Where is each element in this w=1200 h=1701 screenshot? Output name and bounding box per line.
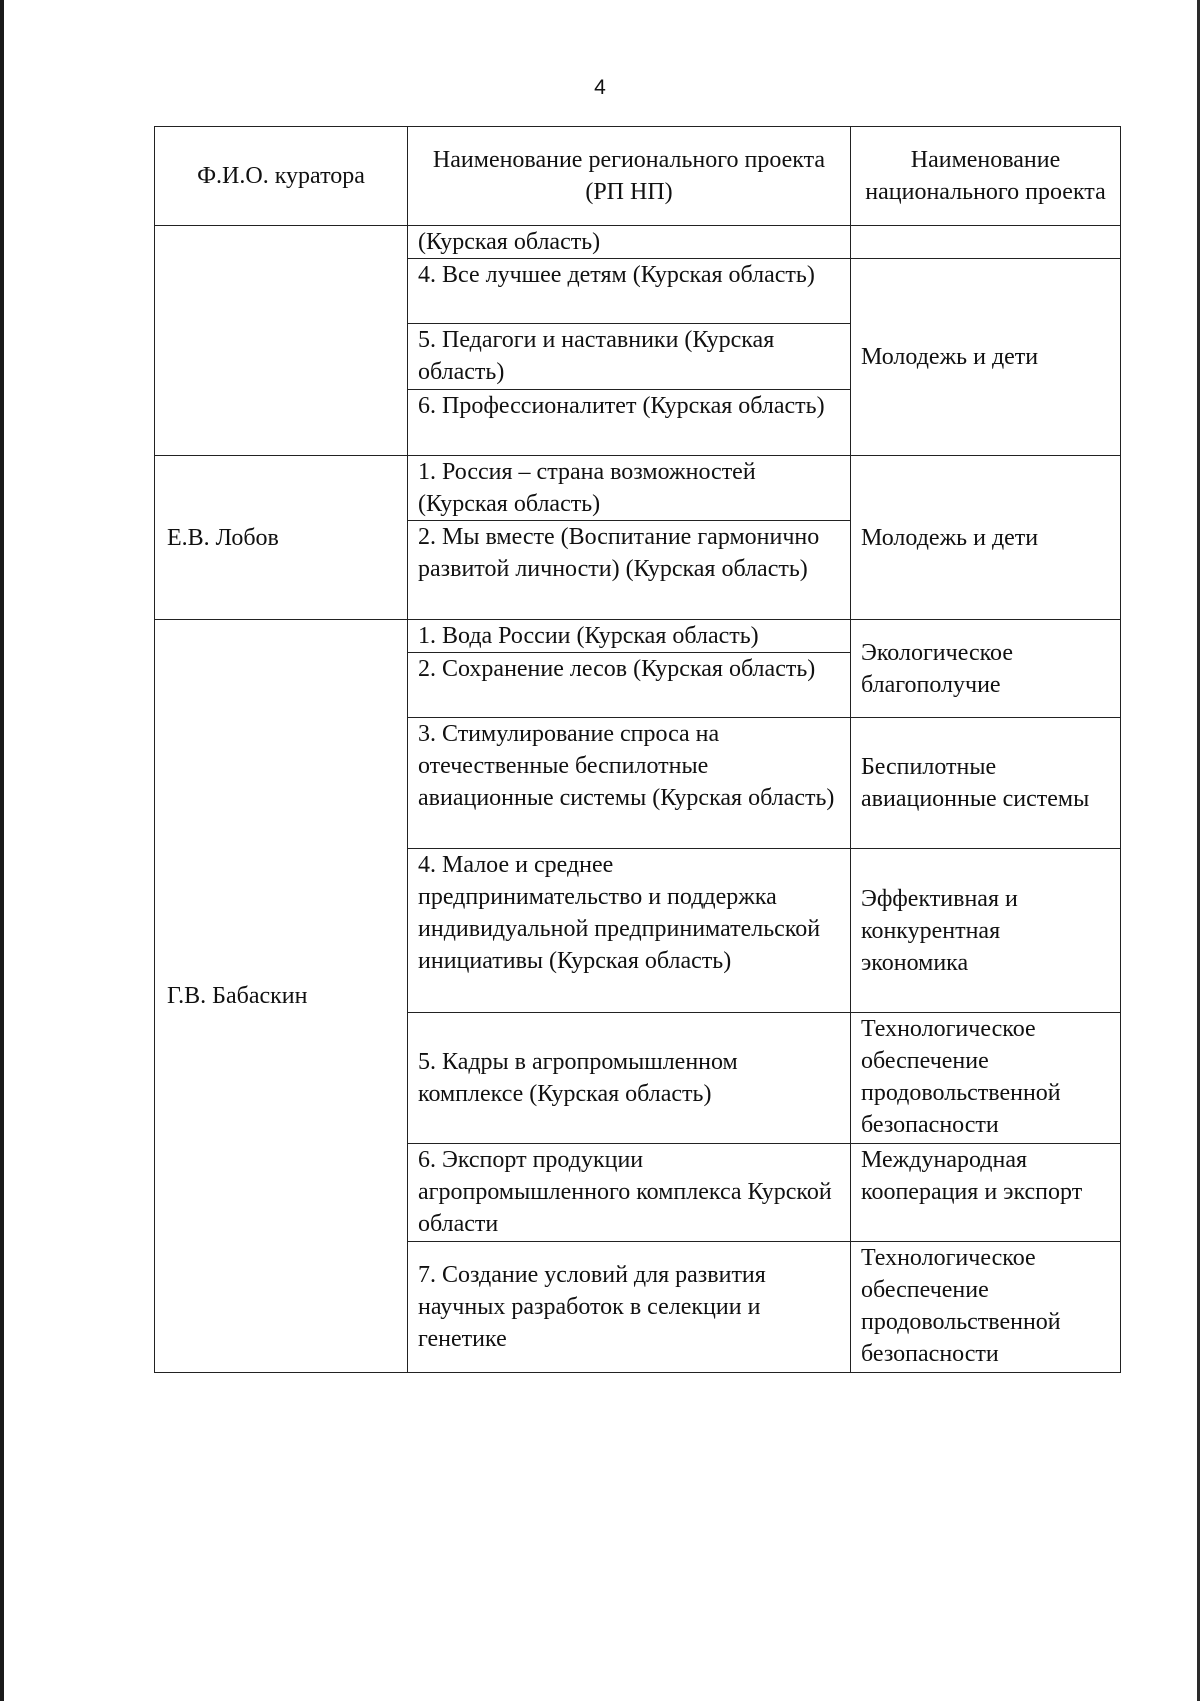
regional-project-cell: 7. Создание условий для развития научных разработок в селекции и генетике	[408, 1242, 851, 1373]
regional-project-cell: 6. Экспорт продукции агропромышленного комплекса Курской области	[408, 1144, 851, 1242]
table-row	[155, 226, 1121, 259]
scan-edge-left	[0, 0, 4, 1701]
regional-project-cell: 2. Сохранение лесов (Курская область)	[408, 653, 851, 718]
national-project-cell: Молодежь и дети	[851, 259, 1121, 456]
header-curator: Ф.И.О. куратора	[155, 127, 408, 226]
header-national-project: Наименование национального проекта	[851, 127, 1121, 226]
regional-project-cell: (Курская область)	[408, 226, 851, 259]
regional-project-cell: 1. Россия – страна возможностей (Курская область)	[408, 456, 851, 521]
page-number-text: 4	[594, 76, 606, 99]
table-row	[155, 456, 1121, 521]
curator-cell: Г.В. Бабаскин	[155, 620, 408, 1373]
regional-project-cell: 4. Малое и среднее предпринимательство и поддержка индивидуальной предпринимательской инициативы (Курская область)	[408, 849, 851, 1013]
table-row	[155, 620, 1121, 653]
national-project-cell: Экологическое благополучие	[851, 620, 1121, 718]
curator-cell-empty	[155, 226, 408, 456]
curators-table	[154, 126, 1121, 1373]
national-project-cell: Международная кооперация и экспорт	[851, 1144, 1121, 1242]
national-project-cell: Беспилотные авиационные системы	[851, 718, 1121, 849]
regional-project-cell: 1. Вода России (Курская область)	[408, 620, 851, 653]
table-header-row	[155, 127, 1121, 226]
regional-project-cell: 4. Все лучшее детям (Курская область)	[408, 259, 851, 324]
national-project-cell: Технологическое обеспечение продовольственной безопасности	[851, 1013, 1121, 1144]
regional-project-cell: 2. Мы вместе (Воспитание гармонично развитой личности) (Курская область)	[408, 521, 851, 620]
regional-project-cell: 5. Педагоги и наставники (Курская область)	[408, 324, 851, 390]
regional-project-cell: 6. Профессионалитет (Курская область)	[408, 390, 851, 456]
national-project-cell: Молодежь и дети	[851, 456, 1121, 620]
header-regional-project: Наименование регионального проекта (РП НП)	[408, 127, 851, 226]
regional-project-cell: 3. Стимулирование спроса на отечественные беспилотные авиационные системы (Курская область)	[408, 718, 851, 849]
national-project-cell: Эффективная и конкурентная экономика	[851, 849, 1121, 1013]
regional-project-cell: 5. Кадры в агропромышленном комплексе (Курская область)	[408, 1013, 851, 1144]
national-project-cell: Технологическое обеспечение продовольственной безопасности	[851, 1242, 1121, 1373]
national-project-cell-empty	[851, 226, 1121, 259]
page-number	[0, 76, 1200, 100]
curator-cell: Е.В. Лобов	[155, 456, 408, 620]
